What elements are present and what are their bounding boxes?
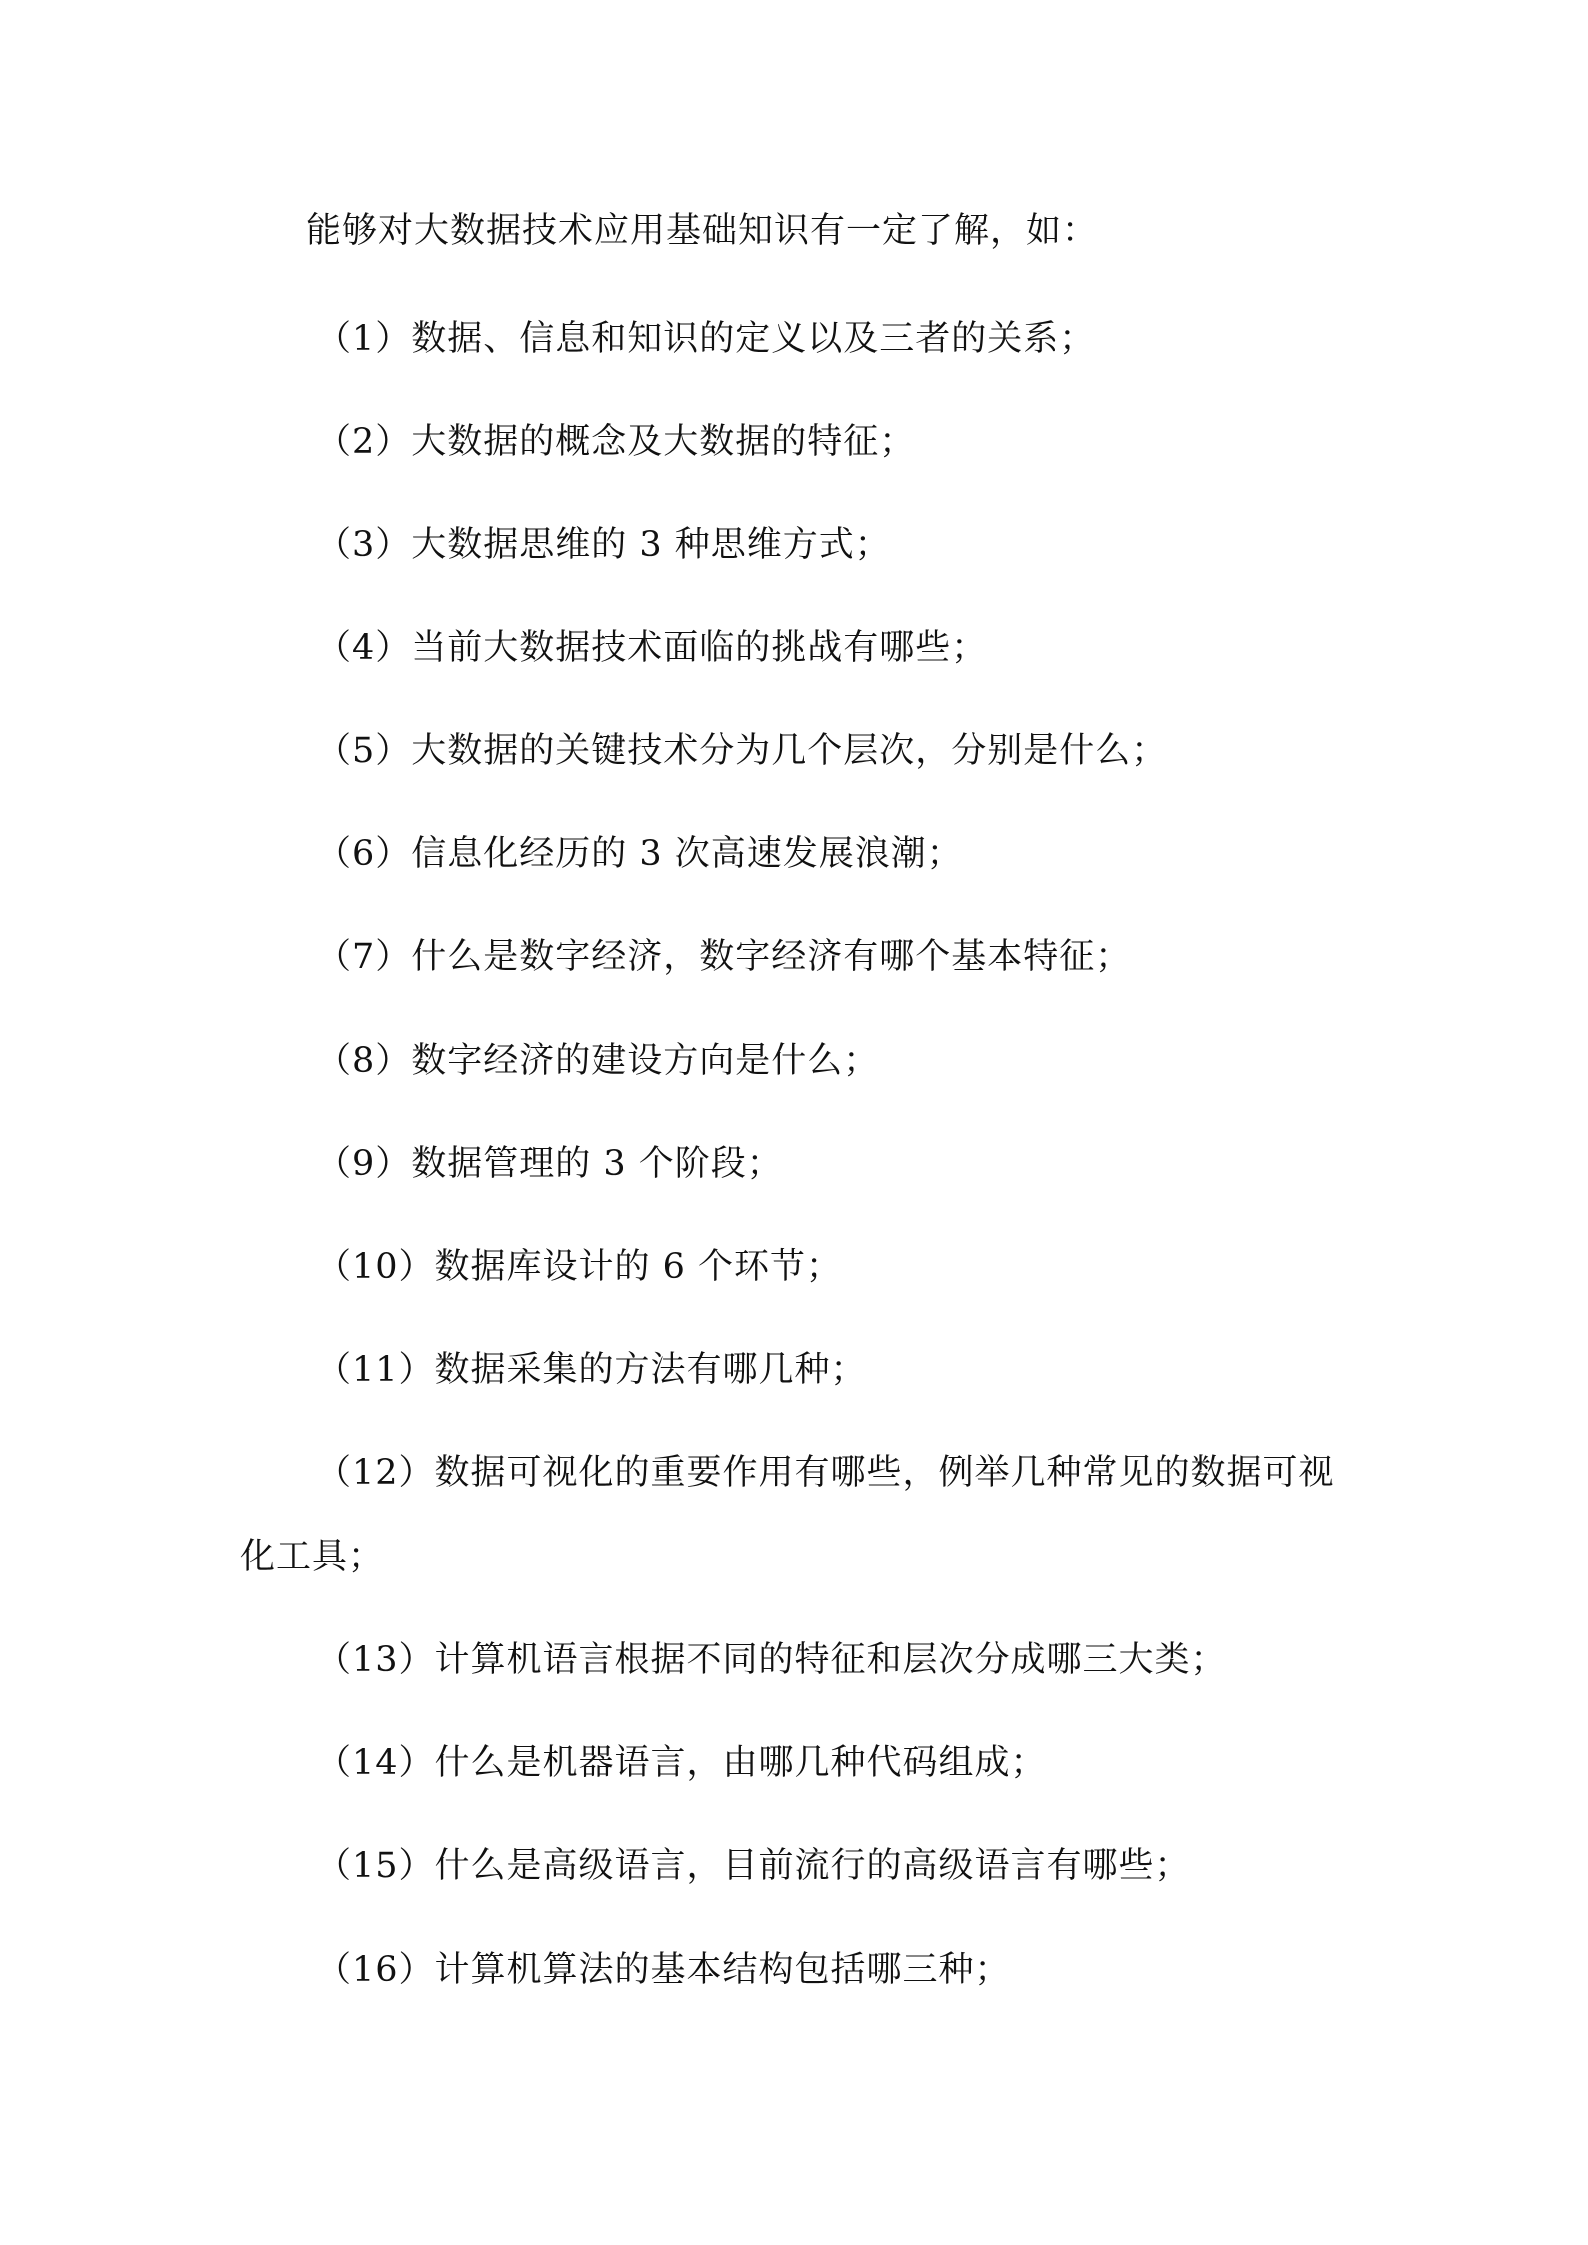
intro-paragraph: 能够对大数据技术应用基础知识有一定了解，如： <box>306 211 1099 251</box>
list-item-7: （7）什么是数字经济，数字经济有哪个基本特征； <box>316 937 1132 977</box>
list-item-2: （2）大数据的概念及大数据的特征； <box>316 422 916 462</box>
list-item-6: （6）信息化经历的 3 次高速发展浪潮； <box>316 834 963 874</box>
list-item-15: （15）什么是高级语言，目前流行的高级语言有哪些； <box>316 1846 1191 1886</box>
list-item-12-line-1: （12）数据可视化的重要作用有哪些，例举几种常见的数据可视 <box>316 1453 1335 1493</box>
list-item-12-line-2: 化工具； <box>240 1537 385 1577</box>
list-item-5: （5）大数据的关键技术分为几个层次，分别是什么； <box>316 731 1168 771</box>
list-item-11: （11）数据采集的方法有哪几种； <box>316 1350 867 1390</box>
list-item-9: （9）数据管理的 3 个阶段； <box>316 1144 783 1184</box>
list-item-16: （16）计算机算法的基本结构包括哪三种； <box>316 1950 1011 1990</box>
list-item-13: （13）计算机语言根据不同的特征和层次分成哪三大类； <box>316 1640 1227 1680</box>
list-item-3: （3）大数据思维的 3 种思维方式； <box>316 525 891 565</box>
list-item-4: （4）当前大数据技术面临的挑战有哪些； <box>316 628 988 668</box>
list-item-8: （8）数字经济的建设方向是什么； <box>316 1041 880 1081</box>
list-item-10: （10）数据库设计的 6 个环节； <box>316 1247 843 1287</box>
list-item-14: （14）什么是机器语言，由哪几种代码组成； <box>316 1743 1047 1783</box>
list-item-1: （1）数据、信息和知识的定义以及三者的关系； <box>316 319 1096 359</box>
